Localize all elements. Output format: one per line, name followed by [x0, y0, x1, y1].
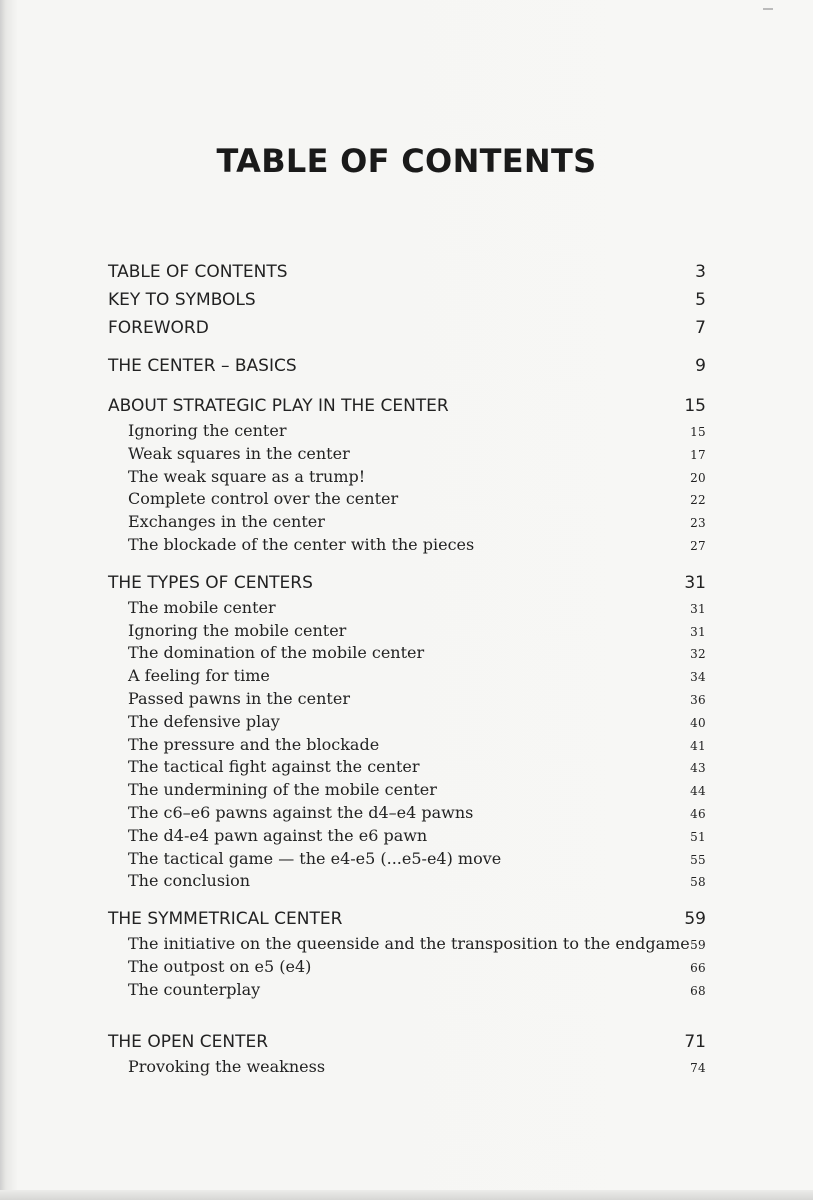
entry-label: THE SYMMETRICAL CENTER: [108, 909, 343, 930]
toc-section: [108, 802, 706, 825]
toc-section: [108, 933, 706, 956]
entry-label: Weak squares in the center: [128, 443, 350, 463]
entry-label: The c6–e6 pawns against the d4–e4 pawns: [128, 802, 474, 822]
entry-label: Ignoring the mobile center: [128, 620, 347, 640]
toc-section: [108, 779, 706, 802]
entry-page: 36: [690, 692, 706, 707]
toc-chapter: [108, 314, 706, 342]
entry-label: The domination of the mobile center: [128, 643, 425, 663]
entry-page: 34: [690, 670, 706, 685]
toc-section: [108, 665, 706, 688]
toc-chapter: [108, 258, 706, 286]
entry-label: The counterplay: [128, 979, 261, 999]
entry-page: 68: [690, 983, 706, 998]
toc-chapter: [108, 286, 706, 314]
entry-page: 66: [690, 960, 706, 975]
entry-label: The d4-e4 pawn against the e6 pawn: [128, 825, 428, 845]
entry-label: ABOUT STRATEGIC PLAY IN THE CENTER: [108, 396, 449, 416]
entry-page: 41: [690, 738, 706, 753]
toc-chapter: [108, 1028, 706, 1056]
entry-label: The defensive play: [128, 711, 280, 731]
entry-page: 5: [695, 290, 706, 310]
entry-page: 32: [690, 647, 706, 662]
page-bottom-edge: [0, 1190, 813, 1200]
entry-label: FOREWORD: [108, 318, 209, 338]
toc-section: [108, 1056, 706, 1079]
entry-label: The conclusion: [128, 871, 251, 891]
entry-label: THE TYPES OF CENTERS: [108, 572, 313, 593]
entry-page: 58: [690, 875, 706, 890]
entry-label: The mobile center: [128, 597, 276, 617]
entry-label: The initiative on the queenside and the transposition to the endgame: [128, 934, 690, 954]
entry-label: THE CENTER – BASICS: [108, 356, 297, 376]
entry-label: TABLE OF CONTENTS: [108, 262, 288, 282]
toc-section: [108, 488, 706, 511]
entry-label: Passed pawns in the center: [128, 688, 350, 708]
toc-section: [108, 711, 706, 734]
entry-label: A feeling for time: [128, 666, 270, 686]
entry-page: 31: [690, 601, 706, 616]
page-title: TABLE OF CONTENTS: [216, 142, 597, 180]
entry-page: 51: [690, 829, 706, 844]
entry-page: 23: [690, 516, 706, 531]
entry-label: The undermining of the mobile center: [128, 780, 437, 800]
toc-chapter: [108, 905, 706, 933]
entry-page: 71: [684, 1031, 706, 1052]
entry-page: 31: [690, 624, 706, 639]
toc-section: [108, 825, 706, 848]
entry-label: THE OPEN CENTER: [108, 1031, 269, 1052]
toc-section: [108, 420, 706, 443]
entry-page: 17: [690, 447, 706, 462]
entry-label: Complete control over the center: [128, 489, 399, 509]
entry-page: 9: [695, 356, 706, 376]
scan-mark: [763, 8, 773, 10]
toc-section: [108, 870, 706, 893]
entry-page: 40: [690, 715, 706, 730]
toc-section: [108, 534, 706, 557]
toc-section: [108, 688, 706, 711]
entry-page: 43: [690, 761, 706, 776]
entry-page: 3: [695, 262, 706, 282]
entry-label: The blockade of the center with the pieces: [128, 534, 475, 554]
toc-section: [108, 734, 706, 757]
toc-section: [108, 597, 706, 620]
entry-page: 7: [695, 318, 706, 338]
entry-label: Ignoring the center: [128, 421, 287, 440]
entry-page: 22: [690, 493, 706, 508]
entry-page: 31: [684, 572, 706, 593]
entry-page: 59: [684, 909, 706, 930]
toc-section: [108, 620, 706, 643]
toc-section: [108, 956, 706, 979]
toc-section: [108, 642, 706, 665]
toc-list: [108, 258, 706, 1078]
toc-chapter: [108, 569, 706, 597]
toc-section: [108, 848, 706, 871]
entry-page: 46: [690, 806, 706, 821]
entry-page: 44: [690, 784, 706, 799]
entry-page: 55: [690, 852, 706, 867]
entry-page: 15: [690, 425, 706, 439]
entry-label: The tactical fight against the center: [128, 757, 420, 777]
toc-section: [108, 979, 706, 1002]
entry-page: 59: [690, 938, 706, 953]
toc-section: [108, 511, 706, 534]
entry-label: The outpost on e5 (e4): [128, 956, 312, 976]
entry-label: The tactical game — the e4-e5 (...e5-e4) move: [128, 848, 502, 868]
toc-section: [108, 466, 706, 489]
entry-page: 15: [684, 396, 706, 416]
entry-page: 20: [690, 470, 706, 485]
entry-label: The weak square as a trump!: [128, 466, 366, 486]
entry-label: The pressure and the blockade: [128, 734, 380, 754]
toc-chapter: [108, 392, 706, 420]
entry-page: 27: [690, 538, 706, 553]
entry-page: 74: [690, 1060, 706, 1075]
entry-label: KEY TO SYMBOLS: [108, 290, 256, 310]
toc-section: [108, 756, 706, 779]
toc-chapter: [108, 352, 706, 380]
toc-section: [108, 443, 706, 466]
entry-label: Provoking the weakness: [128, 1056, 326, 1076]
entry-label: Exchanges in the center: [128, 512, 325, 532]
